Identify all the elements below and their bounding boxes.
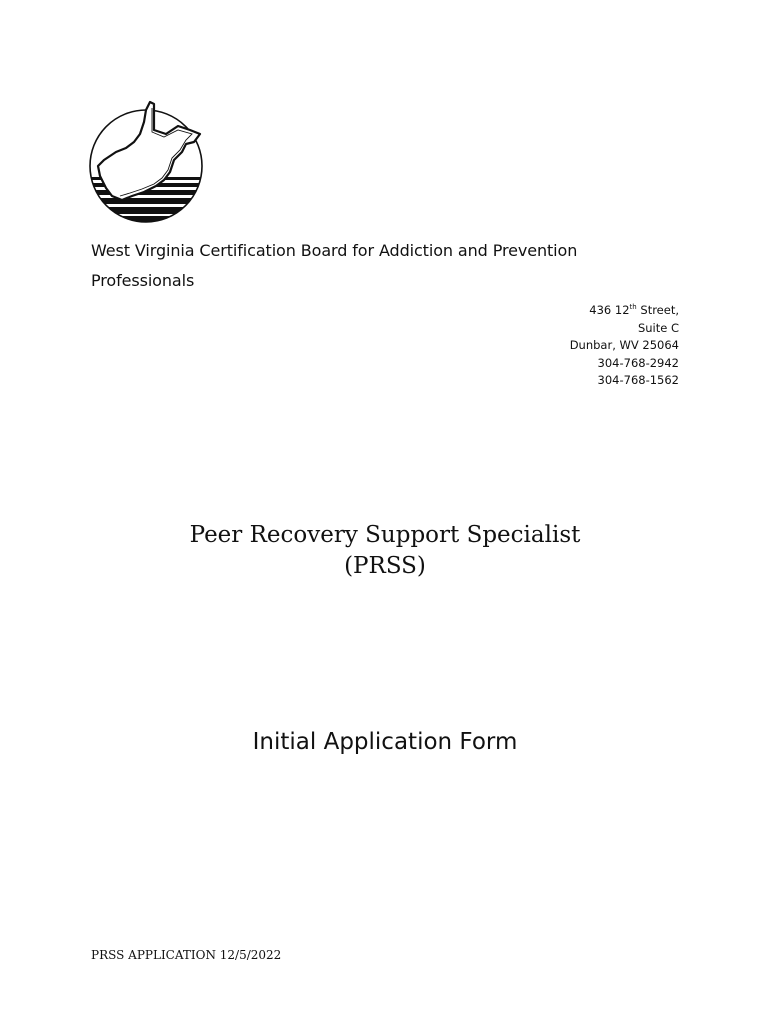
organization-name: West Virginia Certification Board for Addiction and Prevention Professionals xyxy=(91,241,578,290)
phone-number-2: 304-768-1562 xyxy=(597,373,679,387)
address-city: Dunbar, WV 25064 xyxy=(569,338,679,352)
address-block xyxy=(570,302,679,390)
address-street: 436 12th Street, xyxy=(589,303,679,317)
page-footer: PRSS APPLICATION 12/5/2022 xyxy=(91,948,282,962)
document-title-line1: Peer Recovery Support Specialist xyxy=(189,522,581,548)
address-suite: Suite C xyxy=(637,320,679,335)
document-title xyxy=(0,520,770,582)
phone-number-1: 304-768-2942 xyxy=(597,355,679,370)
document-title-line2: (PRSS) xyxy=(344,553,426,579)
form-title: Initial Application Form xyxy=(252,729,518,755)
wv-state-logo-icon xyxy=(86,100,210,226)
